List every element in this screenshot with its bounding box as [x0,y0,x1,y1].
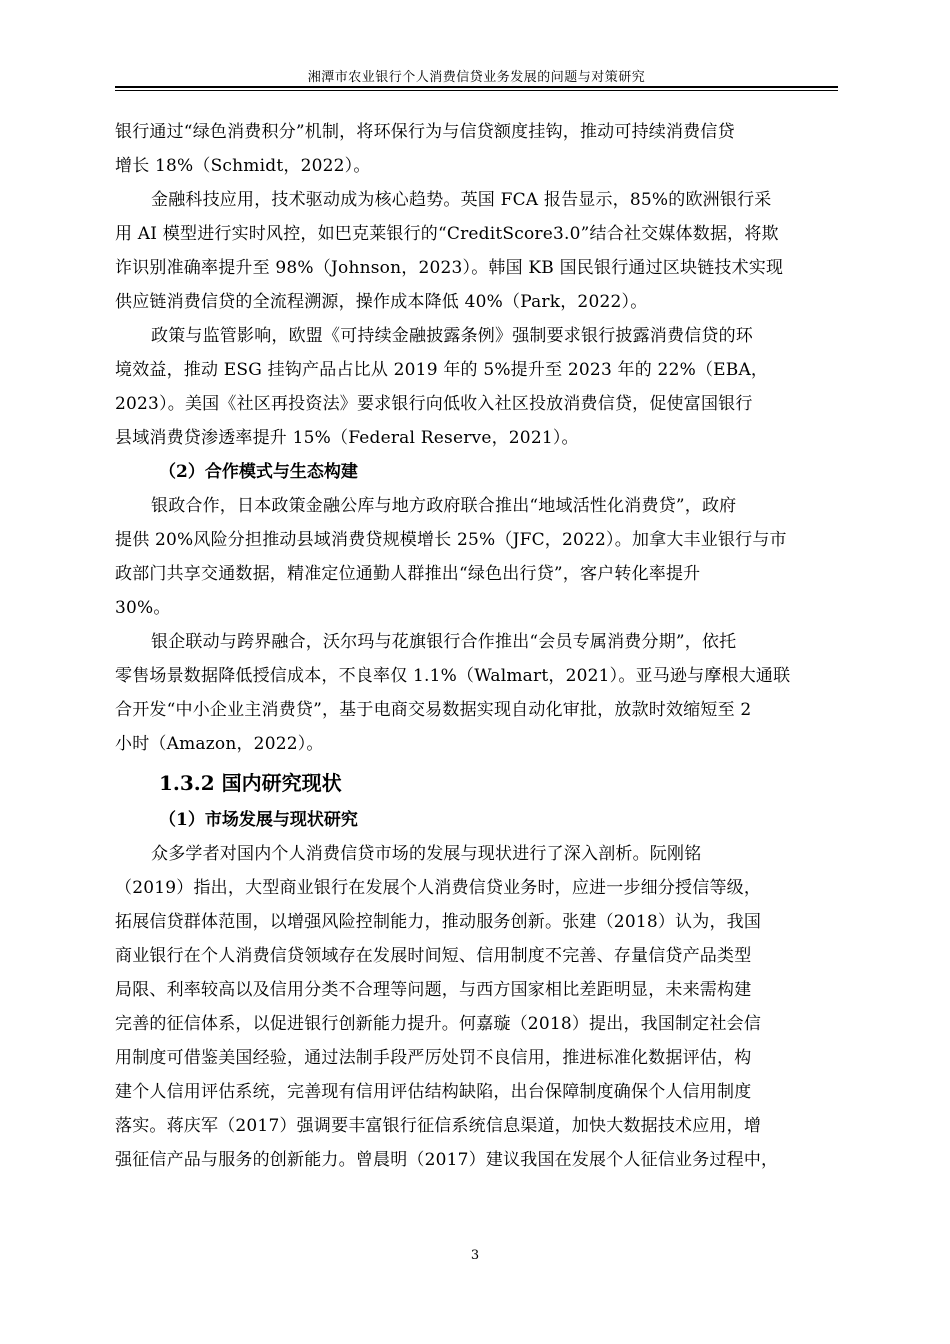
paragraph-line: 30%。 [115,598,171,618]
header-rule-thick [115,86,838,88]
paragraph-line: 拓展信贷群体范围，以增强风险控制能力，推动服务创新。张建（2018）认为，我国 [115,912,762,932]
paragraph-line: 完善的征信体系，以促进银行创新能力提升。何嘉璇（2018）提出，我国制定社会信 [115,1014,762,1034]
paragraph-line: 政部门共享交通数据，精准定位通勤人群推出“绿色出行贷”，客户转化率提升 [115,564,701,584]
running-header: 湘潭市农业银行个人消费信贷业务发展的问题与对策研究 [307,70,646,85]
paragraph-line: 用 AI 模型进行实时风控，如巴克莱银行的“CreditScore3.0”结合社交媒体数据，将欺 [115,224,779,244]
paragraph-line: 政策与监管影响，欧盟《可持续金融披露条例》强制要求银行披露消费信贷的环 [151,326,753,346]
paragraph-line: 县域消费贷渗透率提升 15%（Federal Reserve，2021）。 [115,428,579,448]
paragraph-line: 商业银行在个人消费信贷领域存在发展时间短、信用制度不完善、存量信贷产品类型 [115,946,752,966]
paragraph-line: 合开发“中小企业主消费贷”，基于电商交易数据实现自动化审批，放款时效缩短至 2 [115,700,752,720]
paragraph-line: 增长 18%（Schmidt，2022）。 [115,156,371,176]
paragraph-line: （2019）指出，大型商业银行在发展个人消费信贷业务时，应进一步细分授信等级， [115,878,762,898]
paragraph-line: 零售场景数据降低授信成本，不良率仅 1.1%（Walmart，2021）。亚马逊与摩根大通联 [115,666,791,686]
paragraph-line: 众多学者对国内个人消费信贷市场的发展与现状进行了深入剖析。阮刚铭 [151,844,702,864]
paragraph-line: 银企联动与跨界融合，沃尔玛与花旗银行合作推出“会员专属消费分期”，依托 [151,632,737,652]
section-heading: 1.3.2 国内研究现状 [159,771,342,795]
subsection-heading: （1）市场发展与现状研究 [159,810,358,830]
paragraph-line: 强征信产品与服务的创新能力。曾晨明（2017）建议我国在发展个人征信业务过程中， [115,1150,779,1170]
page-body [115,115,838,1177]
paragraph-line: 提供 20%风险分担推动县域消费贷规模增长 25%（JFC，2022）。加拿大丰业银行与市 [115,530,787,550]
subsection-heading: （2）合作模式与生态构建 [159,462,358,482]
paragraph-line: 诈识别准确率提升至 98%（Johnson，2023）。韩国 KB 国民银行通过区块链技术实现 [115,258,784,278]
paragraph-line: 用制度可借鉴美国经验，通过法制手段严厉处罚不良信用，推进标准化数据评估，构 [115,1048,752,1068]
paragraph-line: 小时（Amazon，2022）。 [115,734,324,754]
paragraph-line: 2023）。美国《社区再投资法》要求银行向低收入社区投放消费信贷，促使富国银行 [115,394,753,414]
paragraph-line: 金融科技应用，技术驱动成为核心趋势。英国 FCA 报告显示，85%的欧洲银行采 [151,190,772,210]
paragraph-line: 落实。蒋庆军（2017）强调要丰富银行征信系统信息渠道，加快大数据技术应用，增 [115,1116,762,1136]
paragraph-line: 银政合作，日本政策金融公库与地方政府联合推出“地域活性化消费贷”，政府 [151,496,737,516]
paragraph-line: 局限、利率较高以及信用分类不合理等问题，与西方国家相比差距明显，未来需构建 [115,980,752,1000]
paragraph-line: 建个人信用评估系统，完善现有信用评估结构缺陷，出台保障制度确保个人信用制度 [115,1082,752,1102]
paragraph-line: 供应链消费信贷的全流程溯源，操作成本降低 40%（Park，2022）。 [115,292,648,312]
header-rule-thin [115,90,838,91]
paragraph-line: 境效益，推动 ESG 挂钩产品占比从 2019 年的 5%提升至 2023 年的 22%（EBA， [115,360,769,380]
paragraph-line: 银行通过“绿色消费积分”机制，将环保行为与信贷额度挂钩，推动可持续消费信贷 [115,122,735,142]
page-number: 3 [470,1248,480,1263]
